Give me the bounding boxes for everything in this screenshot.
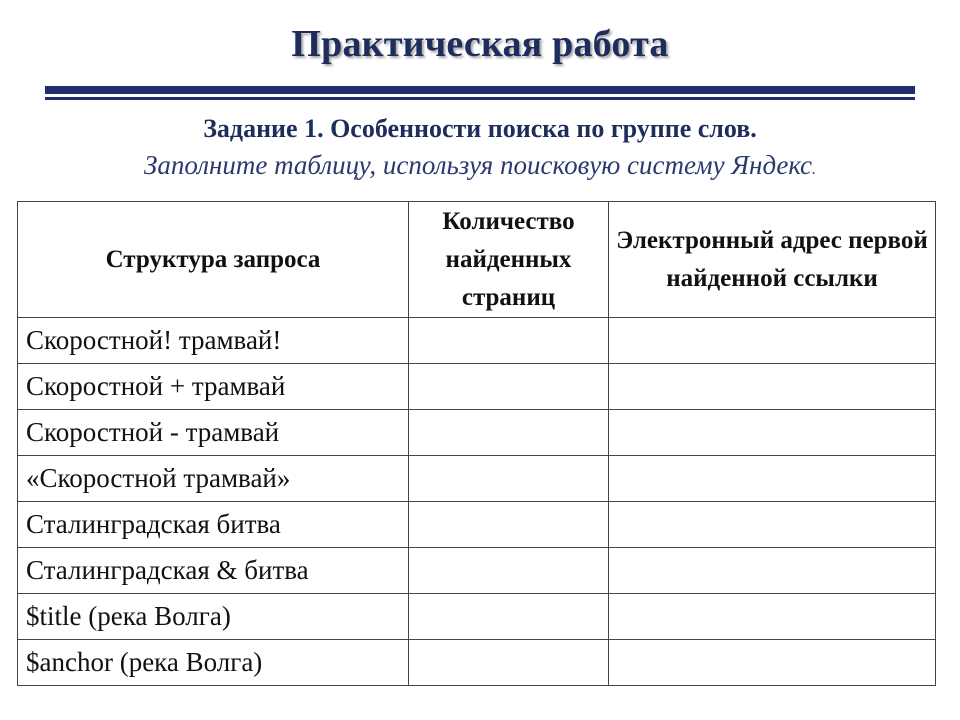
first-link-cell[interactable] [609, 502, 936, 548]
query-cell: Сталинградская битва [18, 502, 409, 548]
task-instruction-text: Заполните таблицу, используя поисковую систему Яндекс [144, 150, 812, 180]
query-cell: Скоростной - трамвай [18, 410, 409, 456]
task-instruction [0, 150, 960, 181]
pages-found-cell[interactable] [409, 594, 609, 640]
first-link-cell[interactable] [609, 318, 936, 364]
query-cell: $anchor (река Волга) [18, 640, 409, 686]
pages-found-cell[interactable] [409, 502, 609, 548]
task-instruction-end: . [812, 161, 816, 178]
table-row [18, 410, 936, 456]
header-first-link-address: Электронный адрес первой найденной ссылки [609, 202, 936, 318]
query-cell: Скоростной! трамвай! [18, 318, 409, 364]
pages-found-cell[interactable] [409, 364, 609, 410]
first-link-cell[interactable] [609, 640, 936, 686]
pages-found-cell[interactable] [409, 456, 609, 502]
pages-found-cell[interactable] [409, 410, 609, 456]
title-divider-thick [45, 86, 915, 94]
query-cell: Скоростной + трамвай [18, 364, 409, 410]
first-link-cell[interactable] [609, 364, 936, 410]
table-row [18, 502, 936, 548]
table-row [18, 364, 936, 410]
table-row [18, 594, 936, 640]
header-query-structure: Структура запроса [18, 202, 409, 318]
table-row [18, 640, 936, 686]
task-heading: Задание 1. Особенности поиска по группе слов. [203, 114, 757, 143]
table-header-row [18, 202, 936, 318]
first-link-cell[interactable] [609, 594, 936, 640]
search-results-table [17, 201, 936, 686]
query-cell: $title (река Волга) [18, 594, 409, 640]
table-row [18, 318, 936, 364]
pages-found-cell[interactable] [409, 548, 609, 594]
table-row [18, 456, 936, 502]
pages-found-cell[interactable] [409, 640, 609, 686]
title-divider-thin [45, 97, 915, 100]
query-cell: Сталинградская & битва [18, 548, 409, 594]
slide-title: Практическая работа [291, 23, 669, 65]
pages-found-cell[interactable] [409, 318, 609, 364]
first-link-cell[interactable] [609, 456, 936, 502]
table-row [18, 548, 936, 594]
first-link-cell[interactable] [609, 410, 936, 456]
first-link-cell[interactable] [609, 548, 936, 594]
query-cell: «Скоростной трамвай» [18, 456, 409, 502]
header-pages-found: Количество найденных страниц [409, 202, 609, 318]
